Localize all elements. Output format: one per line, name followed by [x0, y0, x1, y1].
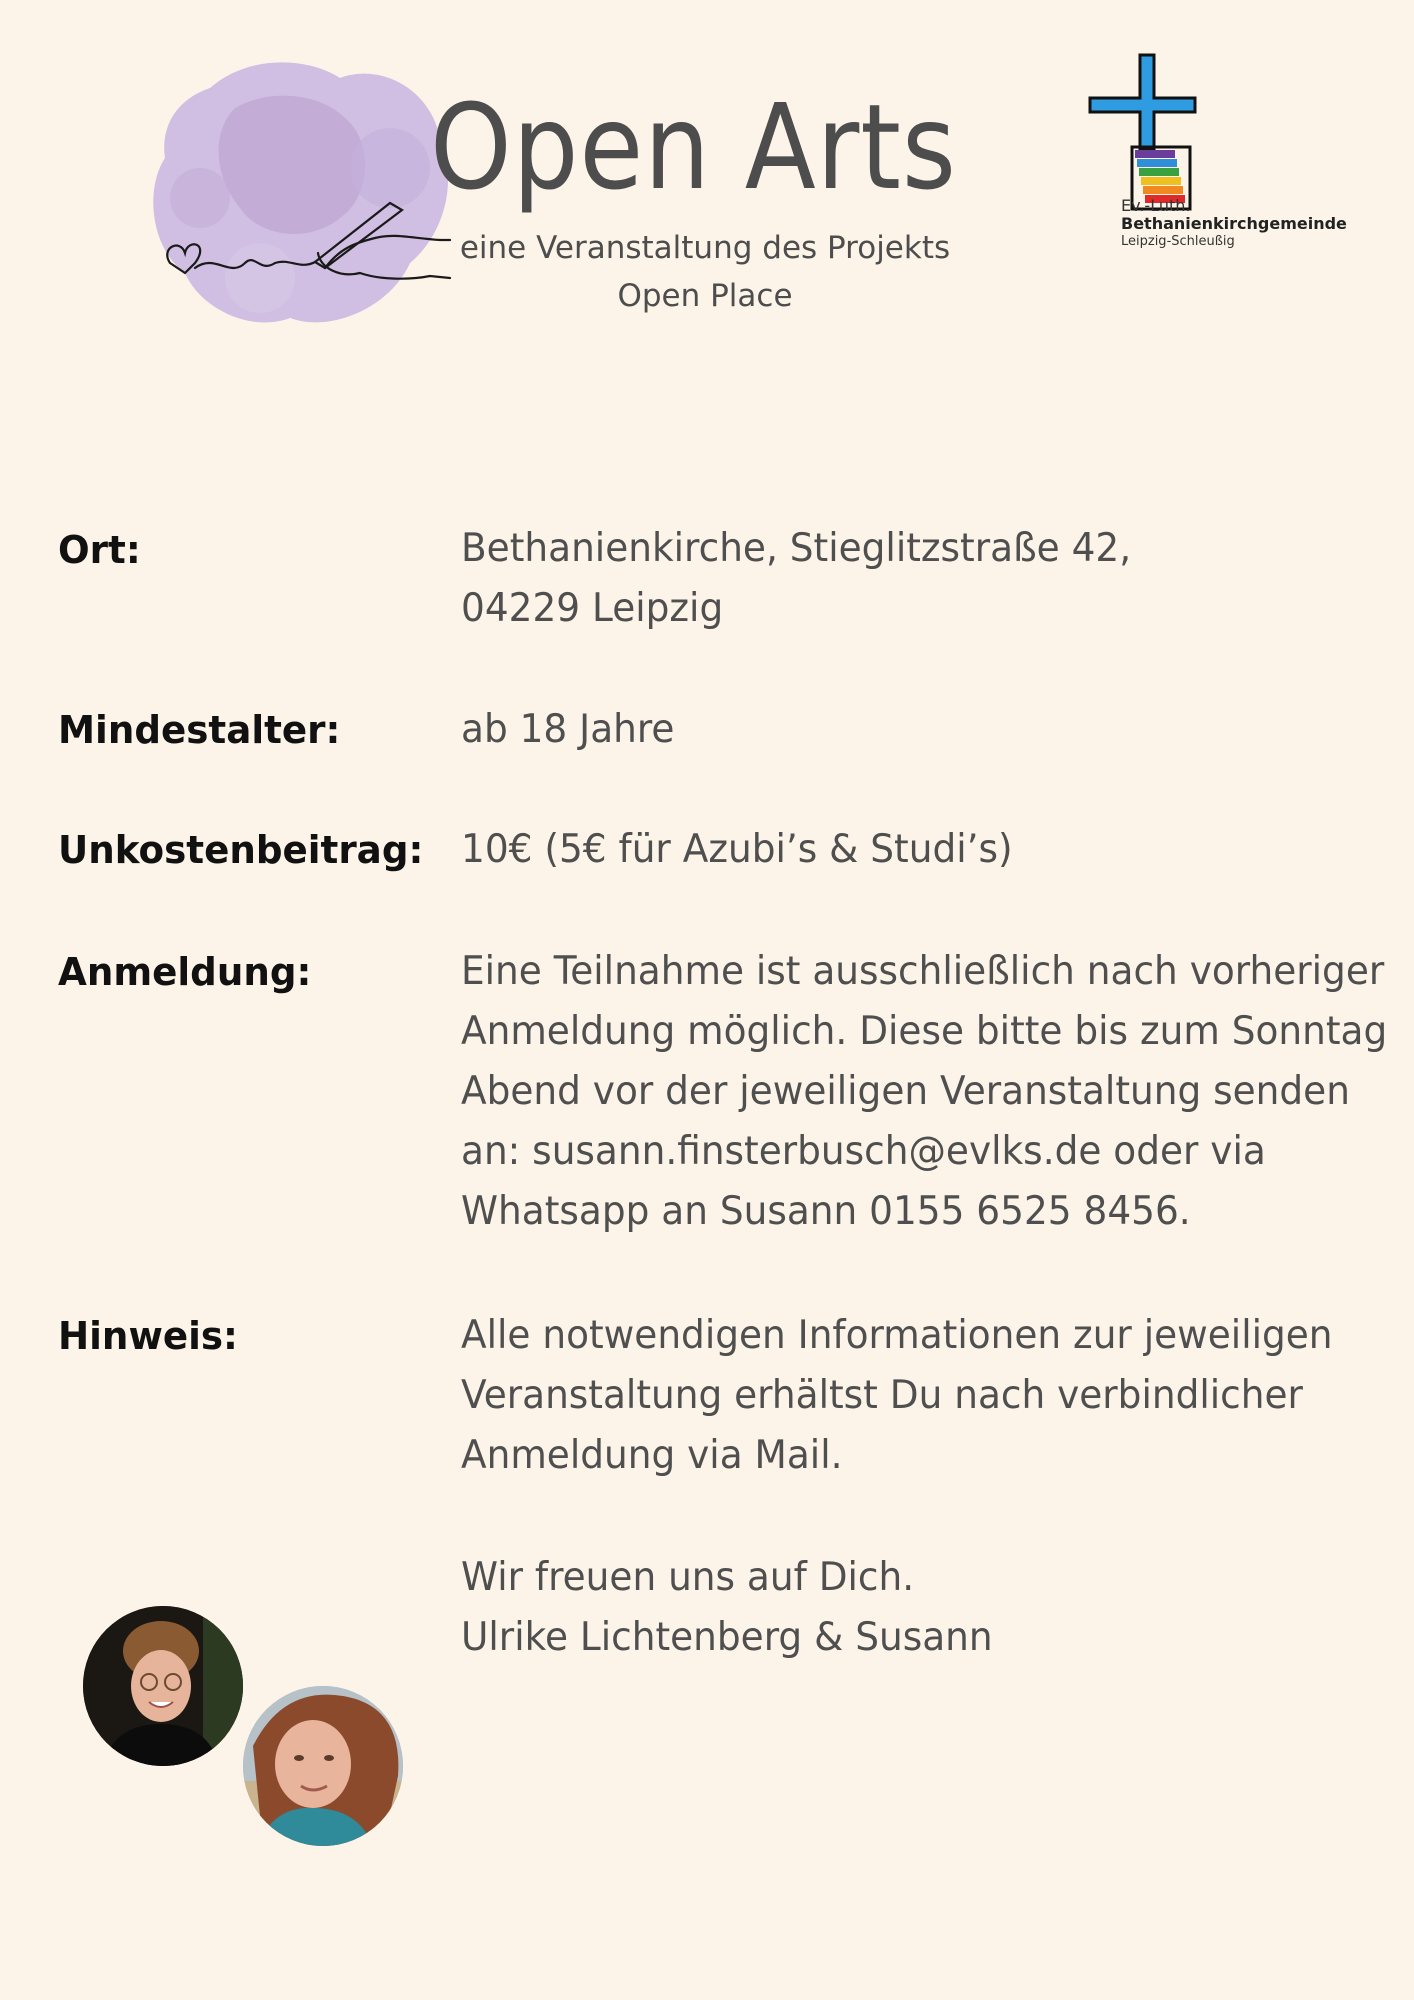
event-title: Open Arts	[430, 78, 957, 216]
host-photo-susann	[243, 1686, 403, 1846]
event-subtitle	[440, 224, 970, 320]
hinweis-value	[461, 1306, 1363, 1486]
ort-value	[461, 519, 1363, 639]
subtitle-line: Open Place	[617, 278, 793, 314]
anmeldung-label: Anmeldung:	[58, 950, 312, 994]
value-line: Abend vor der jeweiligen Veranstaltung senden	[461, 1069, 1350, 1114]
mindestalter-value	[461, 700, 1363, 760]
hinweis-label: Hinweis:	[58, 1314, 238, 1358]
value-line: Veranstaltung erhältst Du nach verbindlicher	[461, 1373, 1303, 1418]
value-line: Whatsapp an Susann 0155 6525 8456.	[461, 1189, 1191, 1234]
value-line: Eine Teilnahme ist ausschließlich nach vorheriger	[461, 949, 1385, 994]
anmeldung-value	[461, 942, 1388, 1242]
value-line: an: susann.finsterbusch@evlks.de oder via	[461, 1129, 1266, 1174]
value-line: Anmeldung via Mail.	[461, 1433, 843, 1478]
subtitle-line: eine Veranstaltung des Projekts	[459, 230, 951, 266]
church-name-line: Bethanienkirchgemeinde	[1121, 214, 1347, 233]
closing-line: Wir freuen uns auf Dich.	[461, 1555, 915, 1600]
closing-message	[461, 1548, 1363, 1668]
value-line: 04229 Leipzig	[461, 586, 724, 631]
watercolor-hand-illustration	[140, 48, 460, 338]
host-photo-ulrike	[83, 1606, 243, 1766]
value-line: ab 18 Jahre	[461, 707, 675, 752]
church-name-line: Leipzig-Schleußig	[1121, 234, 1235, 249]
church-name	[1121, 197, 1351, 251]
value-line: Alle notwendigen Informationen zur jeweiligen	[461, 1313, 1333, 1358]
value-line: Anmeldung möglich. Diese bitte bis zum Sonntag	[461, 1009, 1388, 1054]
ort-label: Ort:	[58, 528, 141, 572]
closing-line: Ulrike Lichtenberg & Susann	[461, 1615, 993, 1660]
church-name-line: Ev.-Luth.	[1121, 196, 1191, 215]
value-line: 10€ (5€ für Azubi’s & Studi’s)	[461, 827, 1013, 872]
mindestalter-label: Mindestalter:	[58, 708, 341, 752]
unkostenbeitrag-value	[461, 820, 1363, 880]
value-line: Bethanienkirche, Stieglitzstraße 42,	[461, 526, 1132, 571]
unkostenbeitrag-label: Unkostenbeitrag:	[58, 828, 424, 872]
